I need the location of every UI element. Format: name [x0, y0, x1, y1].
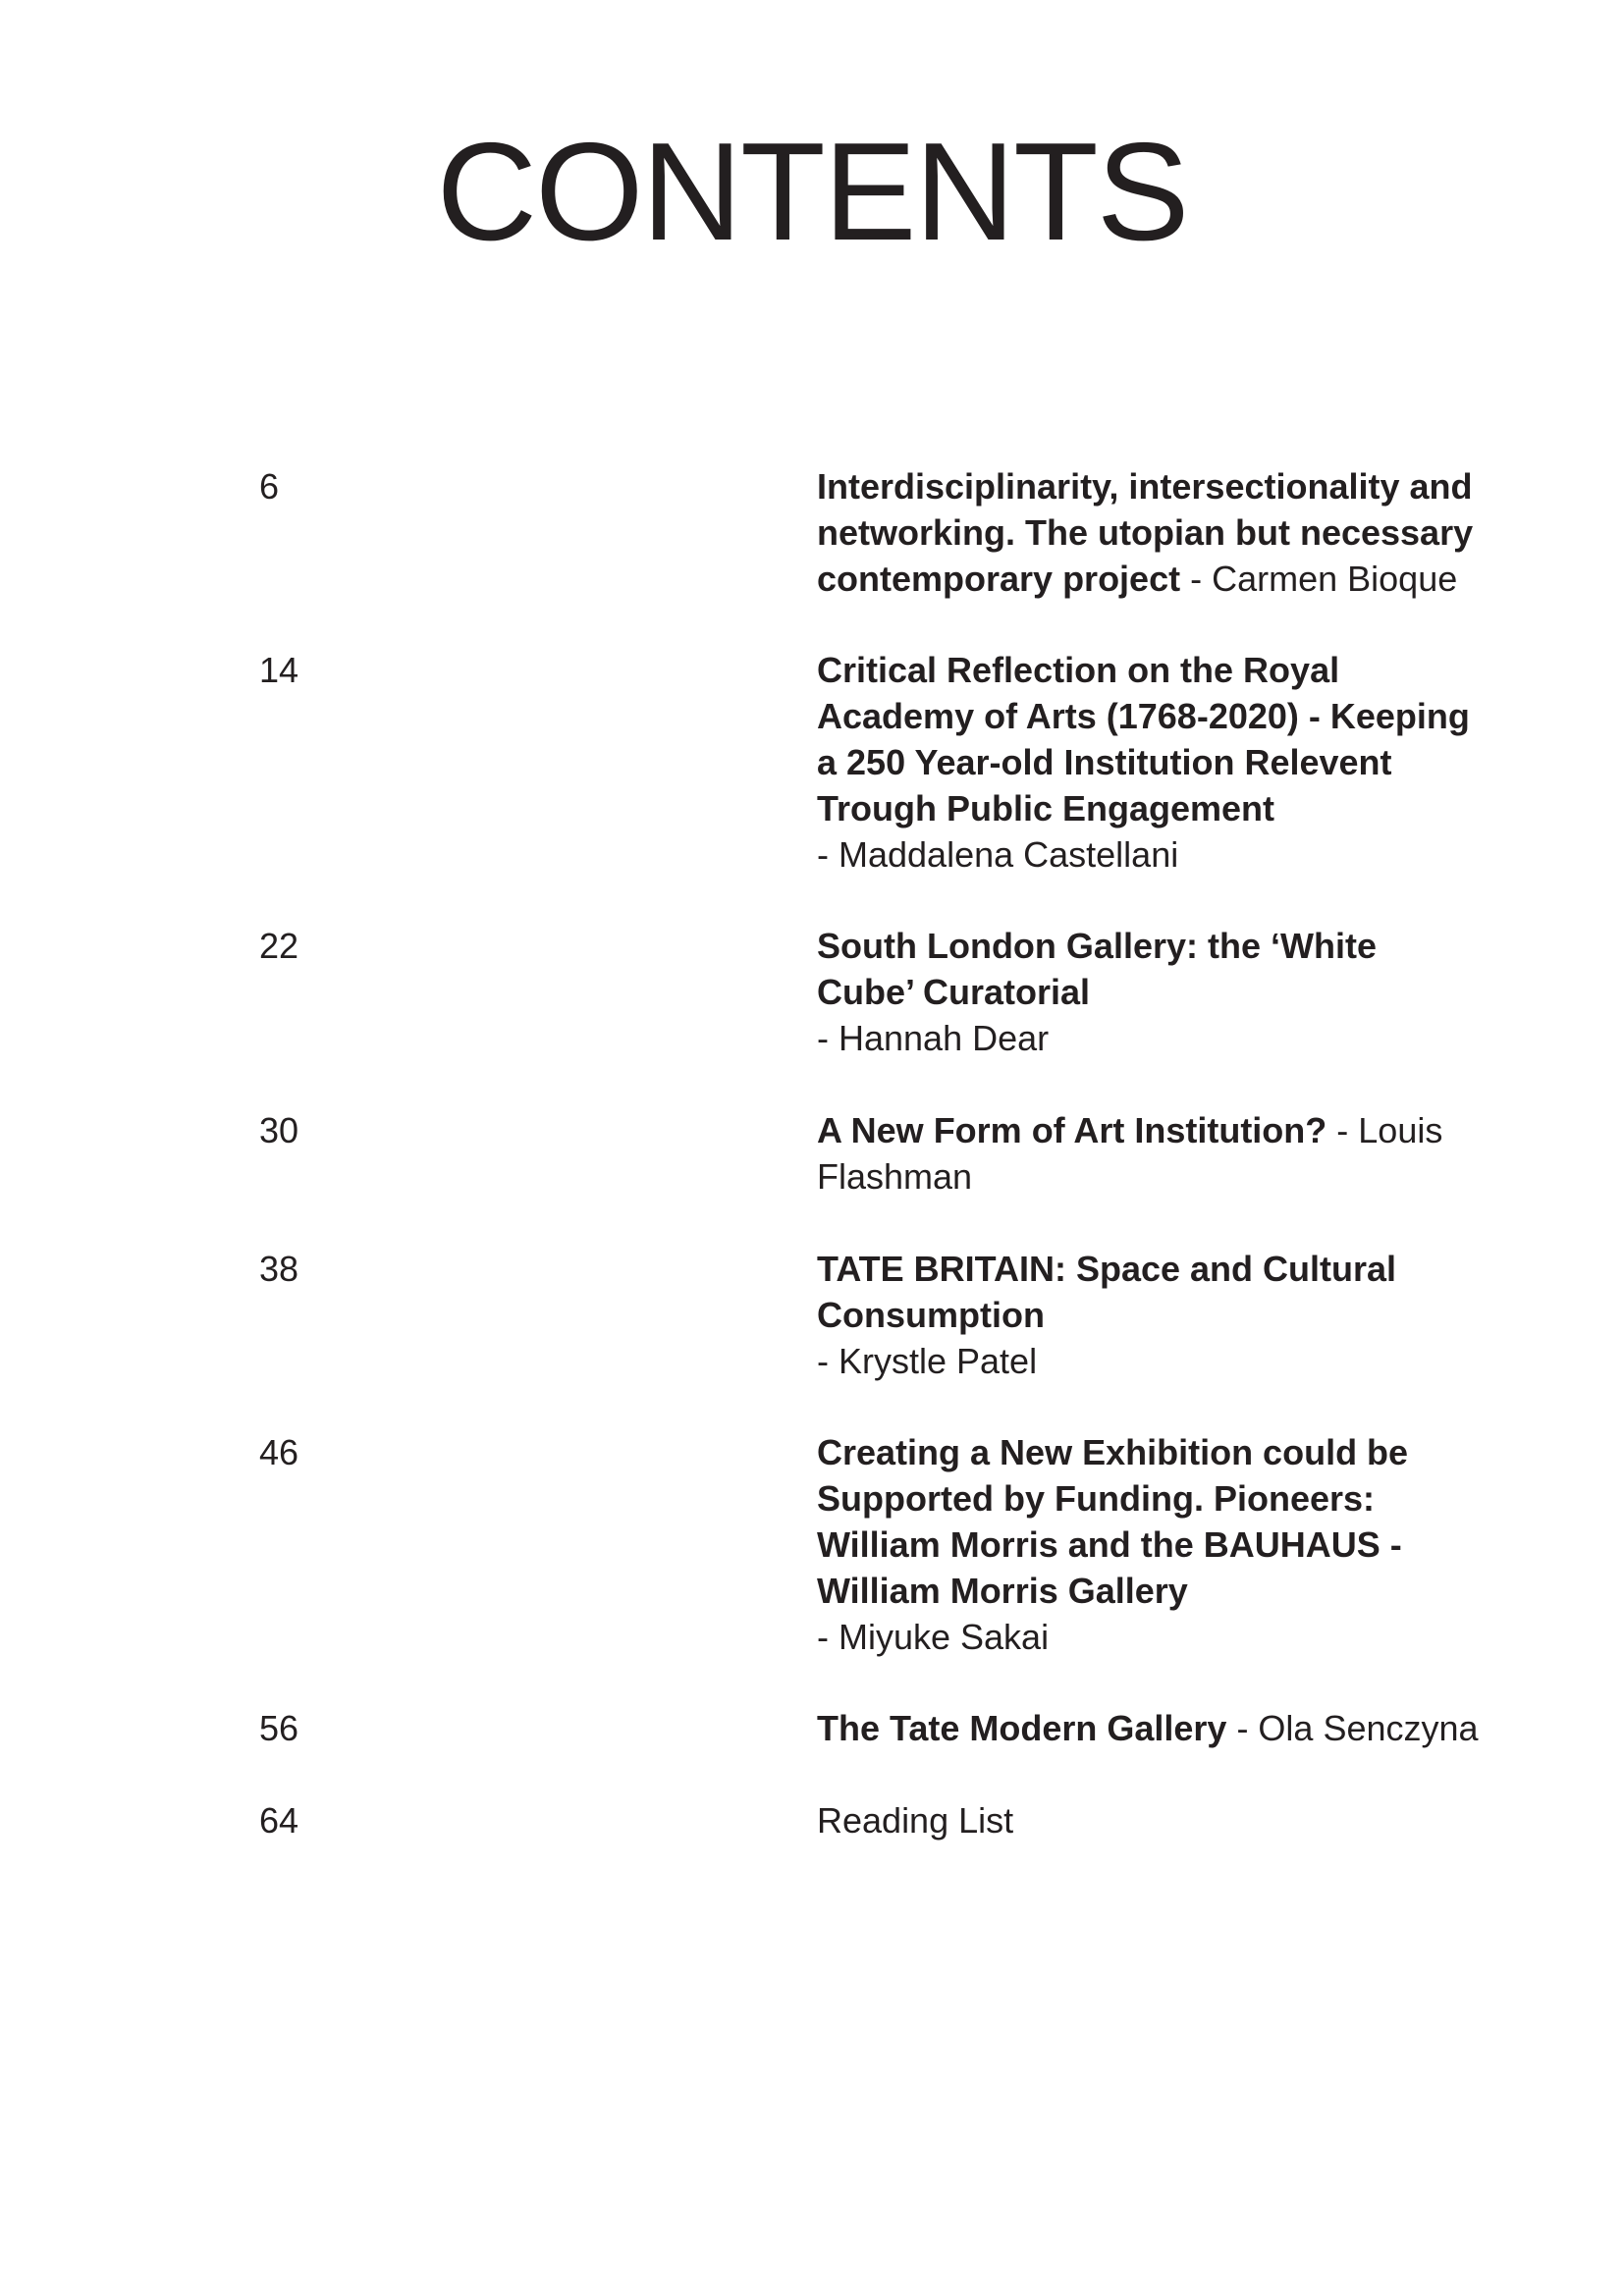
toc-entry-title: Trough Public Engagement	[817, 788, 1275, 828]
toc-page-number: 6	[259, 466, 280, 507]
toc-entry-title: The Tate Modern Gallery	[817, 1708, 1227, 1748]
toc-entry-title: Creating a New Exhibition could be	[817, 1432, 1409, 1472]
toc-entry-title: A New Form of Art Institution?	[817, 1110, 1327, 1150]
toc-entry-text	[817, 1429, 1543, 1660]
toc-entry-title: Consumption	[817, 1295, 1045, 1335]
toc-entry-text	[817, 923, 1543, 1061]
toc-page-number: 14	[259, 650, 299, 690]
toc-entry-text	[817, 1797, 1543, 1843]
toc-entry-title: Academy of Arts (1768-2020) - Keeping	[817, 696, 1470, 736]
toc-entry-title: Reading List	[817, 1800, 1014, 1841]
toc-page-number: 22	[259, 926, 299, 966]
toc-entry-author: - Carmen Bioque	[1190, 559, 1458, 599]
toc-entry-title: Critical Reflection on the Royal	[817, 650, 1340, 690]
toc-entry-title: South London Gallery: the ‘White	[817, 926, 1377, 966]
toc-page-number: 30	[259, 1110, 299, 1150]
toc-entry-title: Supported by Funding. Pioneers:	[817, 1478, 1376, 1519]
toc-page-number: 46	[259, 1432, 299, 1472]
toc-page-number: 56	[259, 1708, 299, 1748]
toc-entry-title: William Morris and the BAUHAUS -	[817, 1524, 1402, 1565]
toc-entry-text	[817, 1246, 1543, 1384]
toc-entry-author: - Louis	[1326, 1110, 1443, 1150]
toc-entry-author: - Krystle Patel	[817, 1341, 1038, 1381]
toc-entry-title: Cube’ Curatorial	[817, 972, 1091, 1012]
toc-entry-author: - Miyuke Sakai	[817, 1617, 1050, 1657]
toc-entry-author: - Maddalena Castellani	[817, 834, 1179, 875]
toc-entry-title: contemporary project	[817, 559, 1181, 599]
toc-entry-title: William Morris Gallery	[817, 1571, 1188, 1611]
toc-entry-text	[817, 1705, 1543, 1751]
toc-entry-author: Flashman	[817, 1156, 973, 1197]
page-title: CONTENTS	[436, 114, 1188, 270]
toc-entry-author: - Ola Senczyna	[1226, 1708, 1479, 1748]
toc-entry-text	[817, 463, 1543, 602]
toc-entry-author: - Hannah Dear	[817, 1018, 1050, 1058]
toc-entry-title: Interdisciplinarity, intersectionality and	[817, 466, 1473, 507]
toc-page-number: 38	[259, 1249, 299, 1289]
toc-entry-text	[817, 647, 1543, 878]
toc-entry-title: a 250 Year-old Institution Relevent	[817, 742, 1392, 782]
toc-entry-title: networking. The utopian but necessary	[817, 512, 1474, 553]
toc-entry-text	[817, 1107, 1543, 1200]
toc-page-number: 64	[259, 1800, 299, 1841]
toc-entry-title: TATE BRITAIN: Space and Cultural	[817, 1249, 1397, 1289]
